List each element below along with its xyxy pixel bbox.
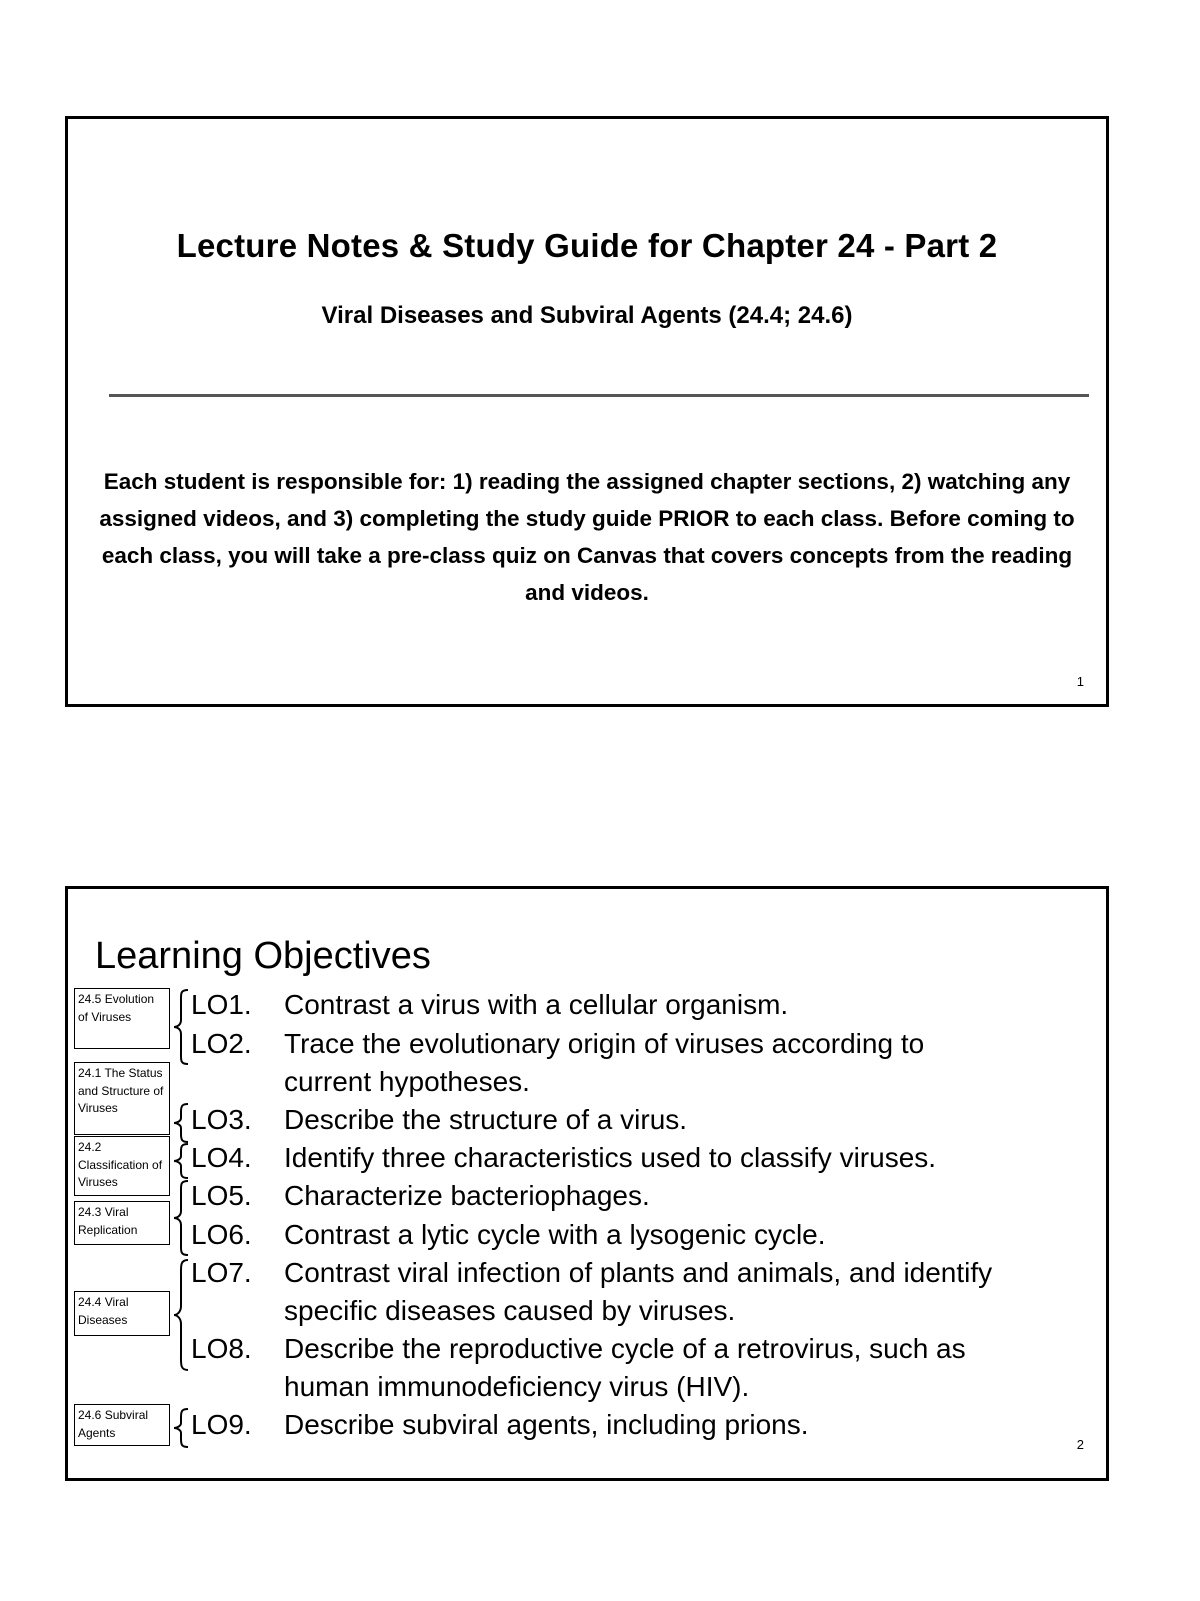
objective-text: Describe the reproductive cycle of a retrovirus, such as xyxy=(284,1333,966,1364)
objective-number: LO5. xyxy=(191,1180,252,1211)
objective-number: LO2. xyxy=(191,1028,252,1059)
objective-number: LO1. xyxy=(191,989,252,1020)
slide-1 xyxy=(65,116,1109,707)
objective-number: LO9. xyxy=(191,1409,252,1440)
objective-number: LO8. xyxy=(191,1333,252,1364)
section-label: 24.1 The Status and Structure of Viruses xyxy=(74,1062,170,1135)
section-label: 24.5 Evolution of Viruses xyxy=(74,988,170,1049)
objective-text: current hypotheses. xyxy=(284,1066,530,1097)
objective-number: LO7. xyxy=(191,1257,252,1288)
page-number: 2 xyxy=(1076,1437,1084,1452)
brace-icon xyxy=(172,1142,190,1180)
section-label: 24.4 Viral Diseases xyxy=(74,1291,170,1336)
objective-text: Identify three characteristics used to classify viruses. xyxy=(284,1142,937,1173)
brace-icon xyxy=(172,1179,190,1257)
brace-icon xyxy=(172,988,190,1066)
objective-text: Describe subviral agents, including prions. xyxy=(284,1409,809,1440)
slide-title: Lecture Notes & Study Guide for Chapter 24 - Part 2 xyxy=(176,227,998,264)
objective-text: specific diseases caused by viruses. xyxy=(284,1295,736,1326)
objective-number: LO3. xyxy=(191,1104,252,1135)
learning-objectives-heading: Learning Objectives xyxy=(95,935,431,977)
responsibility-paragraph: Each student is responsible for: 1) reading the assigned chapter sections, 2) watching any assigned videos, and 3) completing the study guide PRIOR to each class. Before coming to each class, you will take a pre-class quiz on Canvas that covers concepts from the reading and videos. xyxy=(99,469,1075,605)
objective-number: LO4. xyxy=(191,1142,252,1173)
objective-text: Trace the evolutionary origin of viruses according to xyxy=(284,1028,925,1059)
brace-icon xyxy=(172,1258,190,1372)
slide-subtitle: Viral Diseases and Subviral Agents (24.4; 24.6) xyxy=(321,302,853,329)
objective-text: Contrast a lytic cycle with a lysogenic cycle. xyxy=(284,1219,826,1250)
objective-number: LO6. xyxy=(191,1219,252,1250)
slide-2 xyxy=(65,886,1109,1481)
page-number: 1 xyxy=(1076,674,1084,689)
objective-text: Characterize bacteriophages. xyxy=(284,1180,650,1211)
brace-icon xyxy=(172,1407,190,1449)
brace-icon xyxy=(172,1102,190,1144)
objective-text: Describe the structure of a virus. xyxy=(284,1104,688,1135)
section-label: 24.3 Viral Replication xyxy=(74,1201,170,1245)
divider-rule xyxy=(109,394,1089,397)
section-label: 24.6 Subviral Agents xyxy=(74,1404,170,1446)
objective-text: human immunodeficiency virus (HIV). xyxy=(284,1371,750,1402)
objective-text: Contrast viral infection of plants and animals, and identify xyxy=(284,1257,993,1288)
objective-text: Contrast a virus with a cellular organism. xyxy=(284,989,789,1020)
section-label: 24.2 Classification of Viruses xyxy=(74,1136,170,1196)
